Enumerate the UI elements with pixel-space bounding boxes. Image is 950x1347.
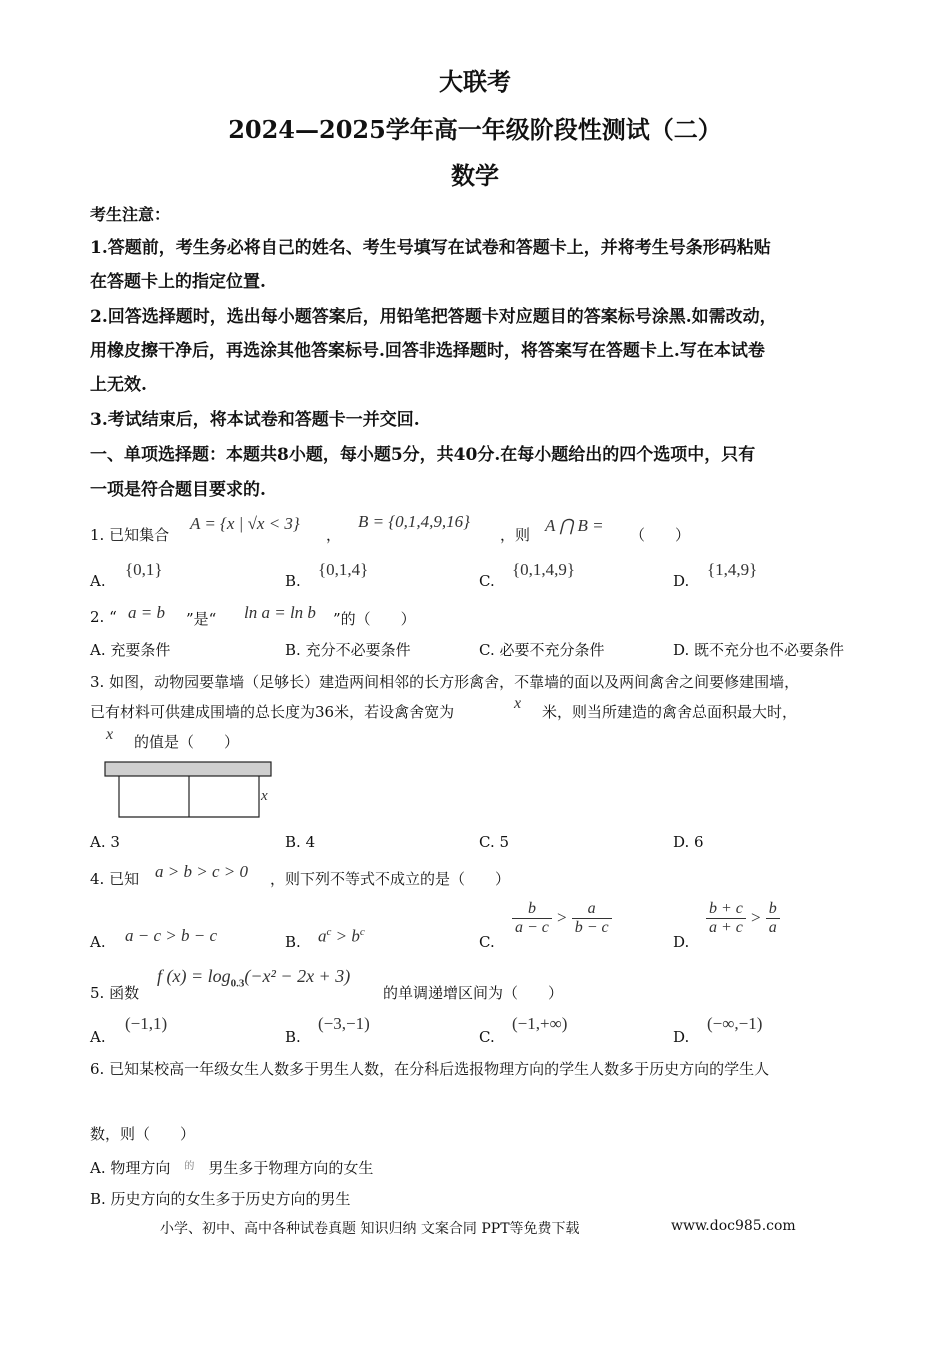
q2-suffix: ”的（ ） <box>333 610 416 628</box>
q1-then: ，则 <box>500 526 531 544</box>
section1-heading-line2: 一项是符合题目要求的. <box>90 480 266 500</box>
notice-title: 考生注意： <box>90 205 171 224</box>
q3-option-c: C. 5 <box>479 833 510 851</box>
q2-condition-1: a = b <box>128 603 165 622</box>
q3-line3: 的值是（ ） <box>134 733 240 751</box>
notice-item1-line2: 在答题卡上的指定位置. <box>90 272 266 292</box>
notice-item1-line1: 1.答题前，考生务必将自己的姓名、考生号填写在试卷和答题卡上，并将考生号条形码粘贴 <box>90 238 771 258</box>
q1-comma: ， <box>326 526 342 544</box>
footer-url[interactable]: www.doc985.com <box>671 1218 796 1234</box>
q4-option-d-fraction-2: $\frac{b}{a}$ <box>766 900 780 937</box>
q3-option-a: A. 3 <box>90 833 120 851</box>
q4-option-d-fraction-1: $\frac{b + c}{a + c}$ <box>706 900 746 937</box>
q4-option-b: $a^c > b^c$ <box>318 926 365 946</box>
q5-option-a-label: A. <box>90 1028 106 1046</box>
q2-option-d: D. 既不充分也不必要条件 <box>673 641 845 659</box>
q6-line1: 6. 已知某校高一年级女生人数多于男生人数，在分科后选报物理方向的学生人数多于历史方向的学生人 <box>90 1060 770 1078</box>
q5-option-b-label: B. <box>285 1028 301 1046</box>
notice-item3: 3.考试结束后，将本试卷和答题卡一并交回. <box>90 410 420 430</box>
q3-line1: 3. 如图，动物园要靠墙（足够长）建造两间相邻的长方形禽舍，不靠墙的面以及两间禽舍之间要修建围墙， <box>90 673 800 691</box>
q1-set-b: B = {0,1,4,9,16} <box>358 512 470 531</box>
q6-option-b: B. 历史方向的女生多于历史方向的男生 <box>90 1190 351 1208</box>
q3-line2a: 已有材料可供建成围墙的总长度为36米，若设禽舍宽为 <box>90 703 455 721</box>
q3-variable-x: x <box>514 695 522 712</box>
q2-condition-2: ln a = ln b <box>244 603 316 622</box>
q2-option-b: B. 充分不必要条件 <box>285 641 411 659</box>
q5-option-d-label: D. <box>673 1028 690 1046</box>
q4-prefix: 4. 已知 <box>90 870 140 888</box>
q2-option-a: A. 充要条件 <box>90 641 171 659</box>
q1-option-b: {0,1,4} <box>318 560 369 579</box>
q4-option-c-label: C. <box>479 933 495 951</box>
q3-option-b: B. 4 <box>285 833 316 851</box>
q4-suffix: ，则下列不等式不成立的是（ ） <box>270 870 511 888</box>
notice-item2-line1: 2.回答选择题时，选出每小题答案后，用铅笔把答题卡对应题目的答案标号涂黑.如需改动， <box>90 307 777 327</box>
q4-option-d: $\frac{b + c}{a + c}$ > $\frac{b}{a}$ <box>706 900 780 937</box>
q3-option-d: D. 6 <box>673 833 704 851</box>
q3-variable-x-2: x <box>106 726 114 743</box>
q1-option-d: {1,4,9} <box>707 560 758 579</box>
q5-prefix: 5. 函数 <box>90 984 140 1002</box>
q4-option-c-fraction-2: $\frac{a}{b - c}$ <box>572 900 612 937</box>
q2-option-c: C. 必要不充分条件 <box>479 641 605 659</box>
exam-subject-title: 数学 <box>451 161 499 190</box>
q4-option-d-label: D. <box>673 933 690 951</box>
q1-option-c-label: C. <box>479 572 495 590</box>
q1-set-a: A = {x | √x < 3} <box>190 514 300 533</box>
q4-option-b-label: B. <box>285 933 301 951</box>
q4-option-c: $\frac{b}{a - c}$ > $\frac{a}{b - c}$ <box>512 900 612 937</box>
q3-enclosure-figure <box>104 761 272 819</box>
q2-prefix: 2. “ <box>90 608 117 626</box>
q5-option-b: (−3,−1) <box>318 1014 370 1033</box>
q1-answer-paren: （ ） <box>630 526 691 544</box>
exam-header-line1: 大联考 <box>439 67 511 96</box>
exam-header-line2: 2024—2025学年高一年级阶段性测试（二） <box>228 115 722 144</box>
q1-option-b-label: B. <box>285 572 301 590</box>
q1-option-c: {0,1,4,9} <box>512 560 576 579</box>
q3-figure-label-x: x <box>261 788 268 804</box>
q5-function: f $(x) = \log_{0.3}(-x^2 - 2x + 3)$ <box>157 966 351 990</box>
q1-option-d-label: D. <box>673 572 690 590</box>
q3-line2b: 米，则当所建造的禽舍总面积最大时， <box>542 703 798 721</box>
q5-option-c-label: C. <box>479 1028 495 1046</box>
footer-text: 小学、初中、高中各种试卷真题 知识归纳 文案合同 PPT等免费下载 <box>160 1221 580 1237</box>
q1-option-a-label: A. <box>90 572 106 590</box>
q6-option-a-small-char: 的 <box>184 1161 195 1172</box>
q4-option-c-fraction-1: $\frac{b}{a - c}$ <box>512 900 552 937</box>
q6-option-a: A. 物理方向 的 男生多于物理方向的女生 <box>90 1159 374 1177</box>
notice-item2-line2: 用橡皮擦干净后，再选涂其他答案标号.回答非选择题时，将答案写在答题卡上.写在本试卷 <box>90 341 765 361</box>
q5-option-a: (−1,1) <box>125 1014 168 1033</box>
q1-prefix: 1. 已知集合 <box>90 526 170 544</box>
q5-suffix: 的单调递增区间为（ ） <box>383 984 564 1002</box>
q2-mid: ”是“ <box>186 610 217 628</box>
notice-item2-line3: 上无效. <box>90 375 147 395</box>
q6-line2: 数，则（ ） <box>90 1125 196 1143</box>
q4-condition: a > b > c > 0 <box>155 862 248 881</box>
q4-option-a-label: A. <box>90 933 106 951</box>
q5-option-c: (−1,+∞) <box>512 1014 568 1033</box>
q4-option-a: a − c > b − c <box>125 926 218 945</box>
q1-option-a: {0,1} <box>125 560 163 579</box>
section1-heading-line1: 一、单项选择题：本题共8小题，每小题5分，共40分.在每小题给出的四个选项中，只有 <box>90 445 756 465</box>
q5-option-d: (−∞,−1) <box>707 1014 763 1033</box>
q3-enclosure-diagram <box>104 761 272 819</box>
q1-intersection: A ⋂ B = <box>545 516 604 535</box>
wall <box>105 762 271 776</box>
